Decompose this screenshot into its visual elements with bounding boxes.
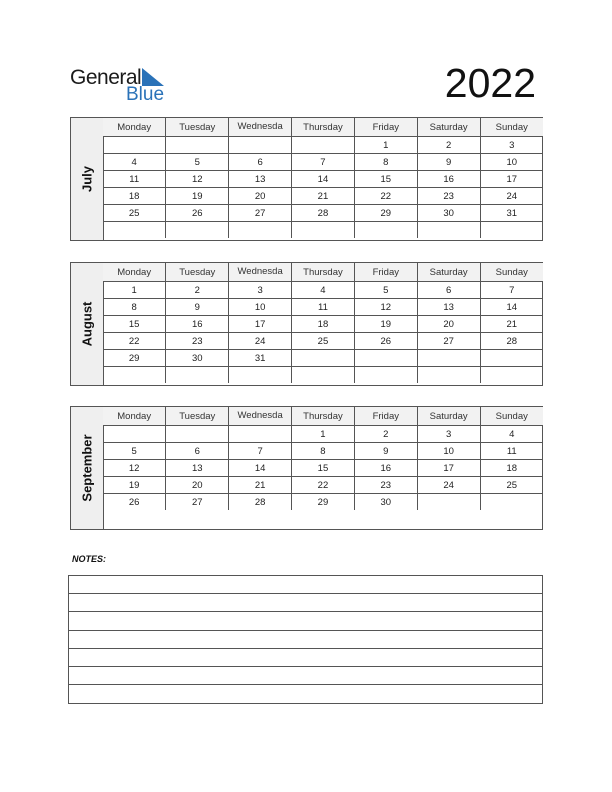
- month-calendar: [70, 262, 543, 386]
- logo-text-blue: Blue: [126, 84, 165, 105]
- day-cell[interactable]: 6: [166, 443, 229, 460]
- day-cell[interactable]: 7: [229, 443, 292, 460]
- day-cell[interactable]: 19: [103, 477, 166, 494]
- day-cell[interactable]: 6: [229, 154, 292, 171]
- weekday-header: [480, 263, 543, 282]
- week-row: [103, 426, 543, 443]
- weekday-header: [103, 407, 166, 426]
- day-cell[interactable]: [166, 137, 229, 154]
- day-cell[interactable]: 12: [354, 299, 417, 316]
- weekday-header-row: [103, 263, 543, 282]
- weekday-header: [103, 118, 166, 137]
- day-cell[interactable]: 21: [480, 316, 543, 333]
- day-cell[interactable]: 11: [103, 171, 166, 188]
- day-cell[interactable]: [417, 350, 480, 367]
- day-cell[interactable]: 2: [166, 282, 229, 299]
- day-cell[interactable]: 19: [354, 316, 417, 333]
- day-cell[interactable]: 16: [417, 171, 480, 188]
- weekday-label: Friday: [372, 121, 399, 133]
- day-cell[interactable]: 14: [292, 171, 355, 188]
- day-cell[interactable]: 27: [417, 333, 480, 350]
- day-cell[interactable]: 11: [480, 443, 543, 460]
- notes-line[interactable]: [69, 594, 542, 612]
- day-cell[interactable]: 25: [480, 477, 543, 494]
- week-row: [103, 494, 543, 511]
- day-cell[interactable]: 30: [417, 205, 480, 222]
- day-cell[interactable]: 23: [354, 477, 417, 494]
- weekday-label: Thursday: [303, 121, 343, 133]
- week-row: [103, 282, 543, 299]
- notes-line[interactable]: [69, 649, 542, 667]
- day-cell[interactable]: [166, 367, 229, 384]
- day-cell[interactable]: 4: [480, 426, 543, 443]
- weekday-label: Wednesda: [237, 121, 283, 132]
- day-cell[interactable]: 26: [354, 333, 417, 350]
- day-cell[interactable]: 13: [417, 299, 480, 316]
- day-cell[interactable]: 7: [480, 282, 543, 299]
- day-cell[interactable]: [417, 222, 480, 239]
- day-cell[interactable]: 14: [480, 299, 543, 316]
- day-cell[interactable]: 22: [354, 188, 417, 205]
- month-calendar: [70, 117, 543, 241]
- notes-box: [68, 575, 543, 704]
- weekday-label: Saturday: [429, 410, 468, 422]
- day-cell[interactable]: 10: [229, 299, 292, 316]
- weekday-label: Sunday: [495, 266, 528, 278]
- day-cell[interactable]: [292, 350, 355, 367]
- weekday-header: [166, 407, 229, 426]
- weekday-header: [354, 263, 417, 282]
- day-cell[interactable]: 4: [292, 282, 355, 299]
- notes-line[interactable]: [69, 612, 542, 630]
- day-cell[interactable]: 1: [292, 426, 355, 443]
- day-cell[interactable]: 9: [166, 299, 229, 316]
- calendar-grid: [103, 407, 543, 510]
- day-cell[interactable]: 22: [292, 477, 355, 494]
- day-cell[interactable]: 25: [292, 333, 355, 350]
- day-cell[interactable]: 30: [354, 494, 417, 511]
- day-cell[interactable]: 21: [229, 477, 292, 494]
- weekday-header: [166, 118, 229, 137]
- day-cell[interactable]: 5: [166, 154, 229, 171]
- day-cell[interactable]: 12: [166, 171, 229, 188]
- week-row: [103, 299, 543, 316]
- weekday-header: [417, 118, 480, 137]
- weekday-header: [292, 407, 355, 426]
- month-label-panel: [71, 263, 104, 385]
- month-calendar: [70, 406, 543, 530]
- day-cell[interactable]: 18: [292, 316, 355, 333]
- day-cell[interactable]: [417, 367, 480, 384]
- day-cell[interactable]: 29: [103, 350, 166, 367]
- weekday-header: [417, 407, 480, 426]
- day-cell[interactable]: 26: [166, 205, 229, 222]
- weekday-label: Thursday: [303, 266, 343, 278]
- week-row: [103, 477, 543, 494]
- week-row: [103, 137, 543, 154]
- month-label-panel: [71, 407, 104, 529]
- day-cell[interactable]: 20: [229, 188, 292, 205]
- day-cell[interactable]: 24: [417, 477, 480, 494]
- day-cell[interactable]: 19: [166, 188, 229, 205]
- day-cell[interactable]: 13: [229, 171, 292, 188]
- day-cell[interactable]: 26: [103, 494, 166, 511]
- day-cell[interactable]: 15: [292, 460, 355, 477]
- day-cell[interactable]: 16: [354, 460, 417, 477]
- day-cell[interactable]: [354, 350, 417, 367]
- weekday-header: [166, 263, 229, 282]
- day-cell[interactable]: 8: [354, 154, 417, 171]
- weekday-header: [354, 407, 417, 426]
- day-cell[interactable]: 27: [229, 205, 292, 222]
- day-cell[interactable]: 3: [480, 137, 543, 154]
- day-cell[interactable]: 4: [103, 154, 166, 171]
- day-cell[interactable]: 18: [103, 188, 166, 205]
- weekday-label: Wednesda: [237, 410, 283, 421]
- day-cell[interactable]: [354, 222, 417, 239]
- day-cell[interactable]: 3: [417, 426, 480, 443]
- week-row: [103, 154, 543, 171]
- logo: [70, 66, 180, 106]
- weekday-label: Sunday: [495, 410, 528, 422]
- day-cell[interactable]: [292, 367, 355, 384]
- day-cell[interactable]: 27: [166, 494, 229, 511]
- day-cell[interactable]: 3: [229, 282, 292, 299]
- weekday-label: Tuesday: [179, 410, 216, 422]
- day-cell[interactable]: 17: [480, 171, 543, 188]
- day-cell[interactable]: 8: [292, 443, 355, 460]
- weekday-label: Thursday: [303, 410, 343, 422]
- day-cell[interactable]: [229, 367, 292, 384]
- day-cell[interactable]: 2: [417, 137, 480, 154]
- weekday-label: Sunday: [495, 121, 528, 133]
- weekday-header: [480, 118, 543, 137]
- day-cell[interactable]: 16: [166, 316, 229, 333]
- month-name: August: [79, 301, 95, 347]
- day-cell[interactable]: 20: [417, 316, 480, 333]
- day-cell[interactable]: 14: [229, 460, 292, 477]
- notes-title: NOTES:: [72, 554, 107, 564]
- week-row: [103, 171, 543, 188]
- weekday-label: Wednesda: [237, 266, 283, 277]
- day-cell[interactable]: [480, 494, 543, 511]
- day-cell[interactable]: [103, 222, 166, 239]
- weekday-label: Friday: [372, 410, 399, 422]
- day-cell[interactable]: 12: [103, 460, 166, 477]
- month-name: September: [79, 434, 95, 502]
- month-name: July: [79, 165, 95, 193]
- day-cell[interactable]: 6: [417, 282, 480, 299]
- day-cell[interactable]: 20: [166, 477, 229, 494]
- weekday-header: [292, 118, 355, 137]
- weekday-header-row: [103, 118, 543, 137]
- weekday-label: Tuesday: [179, 266, 216, 278]
- day-cell[interactable]: 21: [292, 188, 355, 205]
- weekday-label: Friday: [372, 266, 399, 278]
- day-cell[interactable]: [229, 137, 292, 154]
- weekday-label: Monday: [117, 121, 152, 133]
- calendar-grid: [103, 263, 543, 383]
- week-row: [103, 205, 543, 222]
- day-cell[interactable]: 18: [480, 460, 543, 477]
- day-cell[interactable]: [292, 137, 355, 154]
- day-cell[interactable]: 24: [229, 333, 292, 350]
- day-cell[interactable]: 7: [292, 154, 355, 171]
- week-row: [103, 188, 543, 205]
- day-cell[interactable]: 28: [292, 205, 355, 222]
- month-label-panel: [71, 118, 104, 240]
- day-cell[interactable]: [480, 350, 543, 367]
- week-row: [103, 460, 543, 477]
- weekday-header: [229, 118, 292, 137]
- day-cell[interactable]: 10: [480, 154, 543, 171]
- day-cell[interactable]: 23: [166, 333, 229, 350]
- day-cell[interactable]: 15: [354, 171, 417, 188]
- year-title: 2022: [444, 60, 536, 106]
- week-row: [103, 443, 543, 460]
- day-cell[interactable]: 11: [292, 299, 355, 316]
- day-cell[interactable]: 10: [417, 443, 480, 460]
- notes-line[interactable]: [69, 631, 542, 649]
- day-cell[interactable]: [229, 426, 292, 443]
- day-cell[interactable]: [229, 222, 292, 239]
- day-cell[interactable]: 5: [103, 443, 166, 460]
- day-cell[interactable]: 17: [229, 316, 292, 333]
- day-cell[interactable]: 28: [229, 494, 292, 511]
- day-cell[interactable]: [480, 367, 543, 384]
- weekday-label: Monday: [117, 410, 152, 422]
- weekday-label: Saturday: [429, 121, 468, 133]
- weekday-header-row: [103, 407, 543, 426]
- day-cell[interactable]: [480, 222, 543, 239]
- day-cell[interactable]: 25: [103, 205, 166, 222]
- weekday-label: Saturday: [429, 266, 468, 278]
- week-row: [103, 316, 543, 333]
- notes-line[interactable]: [69, 667, 542, 685]
- day-cell[interactable]: [103, 367, 166, 384]
- weekday-header: [103, 263, 166, 282]
- week-row: [103, 350, 543, 367]
- day-cell[interactable]: 9: [417, 154, 480, 171]
- day-cell[interactable]: 9: [354, 443, 417, 460]
- day-cell[interactable]: [354, 367, 417, 384]
- week-row: [103, 367, 543, 384]
- day-cell[interactable]: 13: [166, 460, 229, 477]
- logo-text-general: General: [70, 66, 142, 89]
- weekday-header: [229, 407, 292, 426]
- day-cell[interactable]: 15: [103, 316, 166, 333]
- day-cell[interactable]: 22: [103, 333, 166, 350]
- day-cell[interactable]: [103, 137, 166, 154]
- week-row: [103, 333, 543, 350]
- day-cell[interactable]: 29: [354, 205, 417, 222]
- week-row: [103, 222, 543, 239]
- calendar-grid: [103, 118, 543, 238]
- day-cell[interactable]: [166, 222, 229, 239]
- day-cell[interactable]: 30: [166, 350, 229, 367]
- weekday-header: [229, 263, 292, 282]
- weekday-header: [292, 263, 355, 282]
- day-cell[interactable]: 8: [103, 299, 166, 316]
- notes-line[interactable]: [69, 685, 542, 703]
- day-cell[interactable]: [417, 494, 480, 511]
- day-cell[interactable]: 31: [229, 350, 292, 367]
- day-cell[interactable]: 28: [480, 333, 543, 350]
- weekday-label: Tuesday: [179, 121, 216, 133]
- day-cell[interactable]: 23: [417, 188, 480, 205]
- weekday-header: [480, 407, 543, 426]
- day-cell[interactable]: 31: [480, 205, 543, 222]
- day-cell[interactable]: 5: [354, 282, 417, 299]
- day-cell[interactable]: [292, 222, 355, 239]
- day-cell[interactable]: 2: [354, 426, 417, 443]
- day-cell[interactable]: [103, 426, 166, 443]
- weekday-header: [417, 263, 480, 282]
- day-cell[interactable]: 1: [354, 137, 417, 154]
- day-cell[interactable]: 29: [292, 494, 355, 511]
- weekday-header: [354, 118, 417, 137]
- day-cell[interactable]: [166, 426, 229, 443]
- day-cell[interactable]: 1: [103, 282, 166, 299]
- notes-line[interactable]: [69, 576, 542, 594]
- day-cell[interactable]: 24: [480, 188, 543, 205]
- day-cell[interactable]: 17: [417, 460, 480, 477]
- weekday-label: Monday: [117, 266, 152, 278]
